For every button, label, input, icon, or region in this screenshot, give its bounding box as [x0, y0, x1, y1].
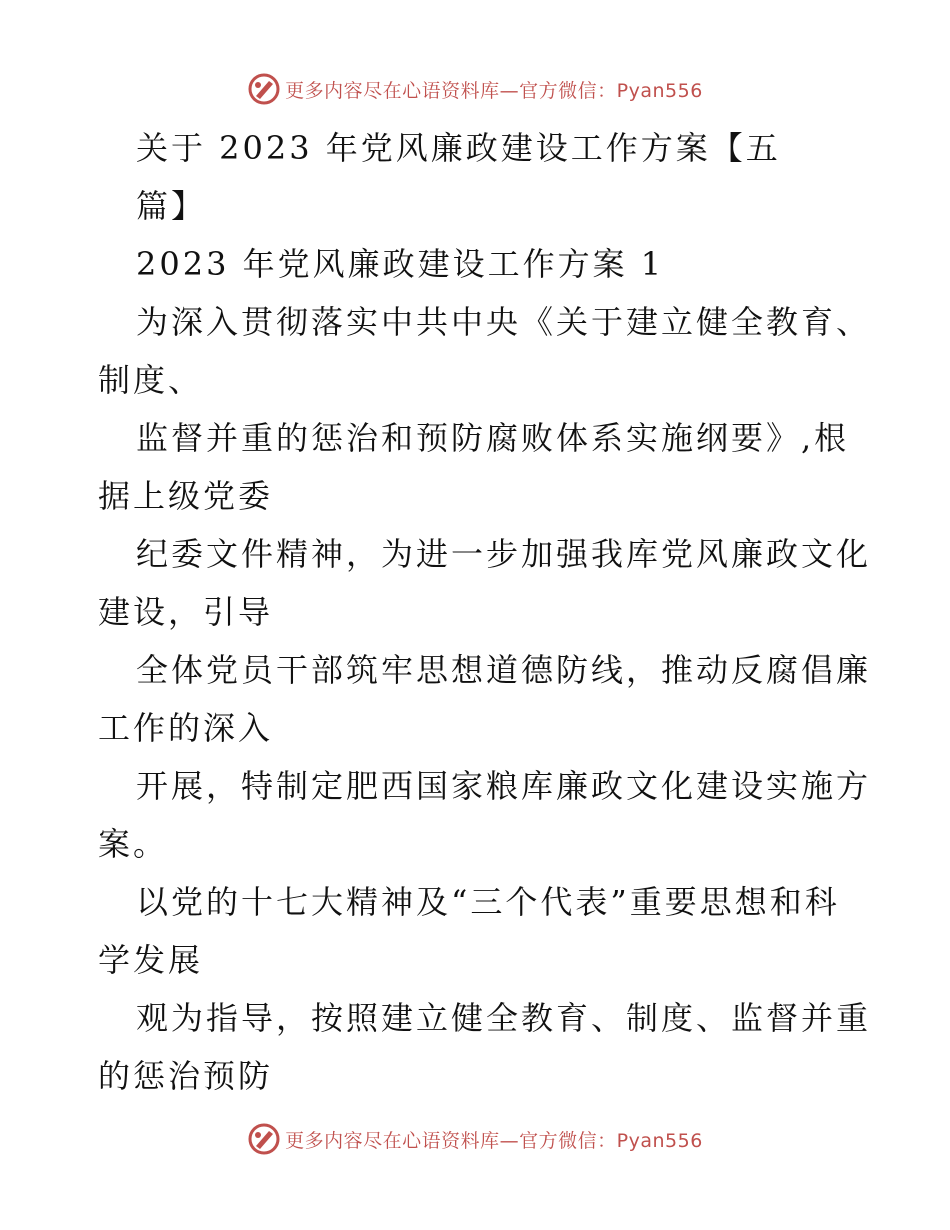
paragraph-line: 据上级党委 [98, 477, 274, 515]
paragraph-line: 工作的深入 [98, 709, 274, 747]
section-heading: 2023 年党风廉政建设工作方案 1 [136, 245, 665, 283]
paragraph-line: 开展，特制定肥西国家粮库廉政文化建设实施方 [136, 767, 872, 805]
paragraph-line: 为深入贯彻落实中共中央《关于建立健全教育、 [136, 303, 872, 341]
paragraph-line: 案。 [98, 825, 169, 863]
pen-logo-icon [247, 1122, 281, 1156]
paragraph-line: 观为指导，按照建立健全教育、制度、监督并重 [136, 999, 872, 1037]
watermark-text: 更多内容尽在心语资料库—官方微信：Pyan556 [285, 79, 703, 102]
watermark-header [0, 72, 950, 106]
doc-title-line-2: 篇】 [136, 187, 207, 225]
watermark-text: 更多内容尽在心语资料库—官方微信：Pyan556 [285, 1129, 703, 1152]
paragraph-line: 全体党员干部筑牢思想道德防线，推动反腐倡廉 [136, 651, 872, 689]
watermark-footer [0, 1122, 950, 1156]
pen-logo-icon [247, 72, 281, 106]
paragraph-line: 纪委文件精神，为进一步加强我库党风廉政文化 [136, 535, 872, 573]
paragraph-line: 以党的十七大精神及“三个代表”重要思想和科 [136, 883, 840, 921]
paragraph-line: 制度、 [98, 361, 204, 399]
paragraph-line: 的惩治预防 [98, 1057, 274, 1095]
paragraph-line: 学发展 [98, 941, 204, 979]
doc-title-line-1: 关于 2023 年党风廉政建设工作方案【五 [136, 129, 781, 167]
paragraph-line: 建设，引导 [98, 593, 274, 631]
paragraph-line: 监督并重的惩治和预防腐败体系实施纲要》,根 [136, 419, 850, 457]
